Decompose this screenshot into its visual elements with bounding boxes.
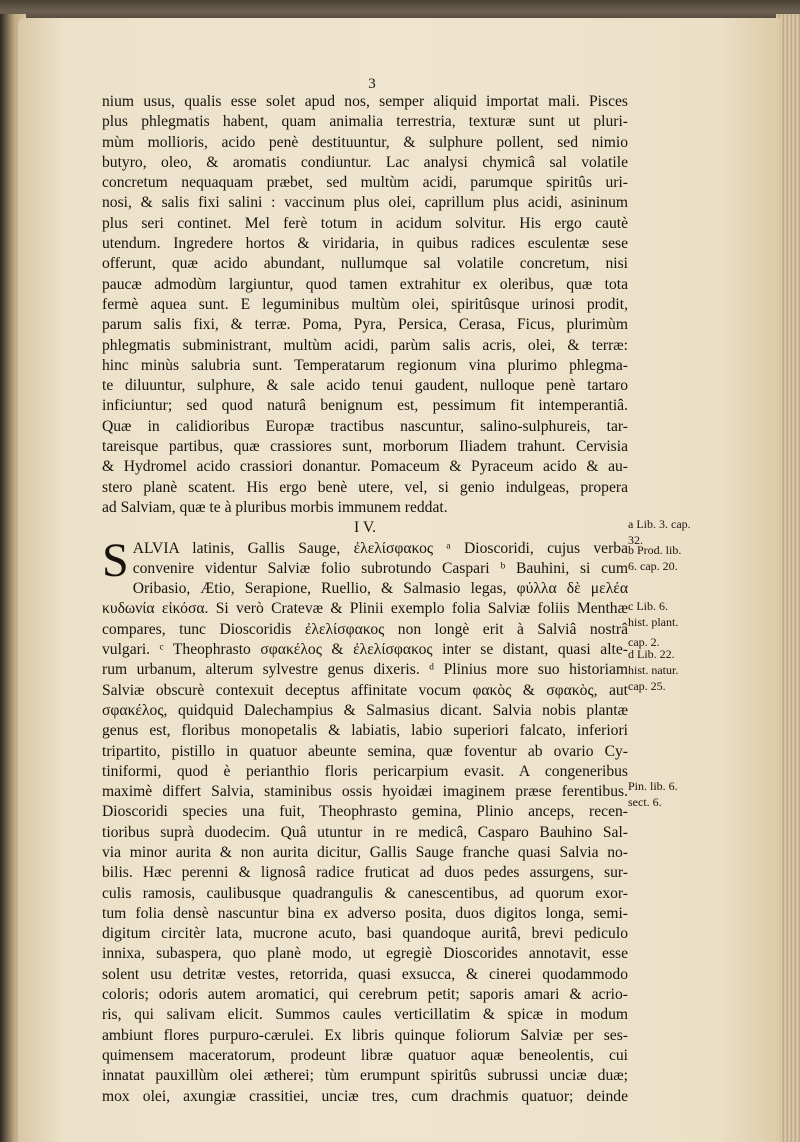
text-line: plus seri continet. Mel ferè totum in acidum solvitur. His ergo cautè bbox=[102, 214, 628, 232]
text-line: tiniformi, quod è perianthio floris pericarpium evasit. A congeneribus bbox=[102, 762, 628, 780]
margin-note: cap. 25. bbox=[628, 679, 666, 693]
text-line: convenire videntur Salviæ folio subrotundo Caspari ᵇ Bauhini, si cum bbox=[132, 559, 628, 577]
margin-note: cap. 2. bbox=[628, 635, 660, 649]
text-line: te diluuntur, sulphure, & sale acido tenui gaudent, nulloque penè tartaro bbox=[102, 377, 628, 395]
text-line: fermè aquea sunt. E leguminibus multùm olei, spiritûsque urinosi prodit, bbox=[102, 295, 628, 313]
text-line: ALVIA latinis, Gallis Sauge, ἐλελίσφακος ᵃ Dioscoridi, cujus verba bbox=[132, 539, 628, 557]
text-line: Quæ in calidioribus Europæ tractibus nascuntur, salino-sulphureis, tar- bbox=[102, 417, 628, 435]
text-line: solent usu detritæ vestes, retorrida, quasi exsucca, & cinerei quodammodo bbox=[102, 965, 628, 983]
text-line: plus phlegmatis habent, quam animalia terrestria, texturæ sunt ut pluri- bbox=[102, 113, 628, 131]
paragraph-salvia bbox=[102, 579, 628, 1107]
text-line: maximè differt Salvia, staminibus ossis hyoidæi imaginem præse ferentibus. bbox=[102, 783, 628, 801]
text-line: phlegmatis subministrant, multùm acidi, parùm salis acris, olei, & terræ: bbox=[102, 336, 628, 354]
text-line: ris, qui salivam elicit. Summos caules verticillatim & spicæ in modum bbox=[102, 1006, 628, 1024]
text-line: butyro, oleo, & aromatis condiuntur. Lac analysi chymicâ sal volatile bbox=[102, 153, 628, 171]
text-line: inficiuntur; sed quod naturâ benignum est, pessimum fit intemperantiâ. bbox=[102, 397, 628, 415]
text-line: offerunt, quæ acido abundant, nullumque sal volatile concretum, nisi bbox=[102, 255, 628, 273]
paragraph-diet bbox=[102, 92, 628, 518]
text-line: nium usus, qualis esse solet apud nos, semper aliquid importat mali. Pisces bbox=[102, 93, 628, 110]
text-line: stero planè scatent. His ergo benè utere, vel, si genio indulgeas, propera bbox=[102, 478, 628, 496]
text-line: Dioscoridi species una fuit, Theophrasto gemina, Plinio anceps, recen- bbox=[102, 803, 628, 821]
margin-note: a Lib. 3. cap. bbox=[628, 517, 691, 531]
text-line: compares, tunc Dioscoridis ἐλελίσφακος non longè erit à Salviâ nostrâ bbox=[102, 620, 628, 638]
text-line: tareisque partibus, quæ crassiores sunt, morborum Iliadem trahunt. Cervisia bbox=[102, 438, 628, 456]
section-heading: I V. bbox=[354, 519, 376, 537]
text-line: utendum. Ingredere hortos & viridaria, in quibus radices esculentæ sese bbox=[102, 235, 628, 253]
text-line: Oribasio, Ætio, Serapione, Ruellio, & Salmasio legas, φύλλα δὲ μελέα bbox=[132, 580, 628, 598]
text-line: parum salis fixi, & terræ. Poma, Pyra, Persica, Cerasa, Ficus, plurimùm bbox=[102, 316, 628, 334]
paragraph-salvia-opening bbox=[102, 533, 628, 587]
text-line: κυδωνία εἰκόσα. Si verò Cratevæ & Plinii exemplo folia Salviæ foliis Menthæ bbox=[102, 600, 628, 618]
text-line: via minor aurita & non aurita dicitur, Gallis Sauge franche quasi Salvia no- bbox=[102, 843, 628, 861]
margin-note: hist. natur. bbox=[628, 663, 679, 677]
text-line: Salviæ obscurè contexuit deceptus affinitate vocum φακὸς & σφακὸς, aut bbox=[102, 681, 628, 699]
margin-note: 6. cap. 20. bbox=[628, 559, 678, 573]
text-line: rum urbanum, alterum sylvestre genus dixeris. ᵈ Plinius more suo historiam bbox=[102, 661, 628, 679]
text-line: genus est, floribus monopetalis & labiatis, labio superiori falcato, inferiori bbox=[102, 722, 628, 740]
text-line: & Hydromel acido crassiori donantur. Pomaceum & Pyraceum acido & au- bbox=[102, 458, 628, 476]
text-line: mox olei, axungiæ crassitiei, unciæ tres, cum drachmis quatuor; deinde bbox=[102, 1087, 628, 1105]
margin-note: hist. plant. bbox=[628, 615, 679, 629]
margin-note: c Lib. 6. bbox=[628, 599, 668, 613]
text-line: tripartito, pistillo in quatuor abeunte semina, quæ foventur ab ovario Cy- bbox=[102, 742, 628, 760]
margin-note: 32. bbox=[628, 533, 643, 547]
margin-note: d Lib. 22. bbox=[628, 647, 675, 661]
text-line: mùm mollioris, acido penè destituuntur, & sulphure pollent, sed nimio bbox=[102, 133, 628, 151]
text-line: digitum circitèr lata, mucrone acuto, basi quandoque auritâ, brevi pediculo bbox=[102, 925, 628, 943]
drop-capital: S bbox=[102, 533, 129, 587]
margin-note: Pin. lib. 6. bbox=[628, 779, 678, 793]
text-line: culis ramosis, caulibusque quadrangulis & canescentibus, ad quorum exor- bbox=[102, 884, 628, 902]
page-body-text bbox=[102, 92, 628, 1107]
text-line: nosi, & salis fixi salini : vaccinum plus olei, caprillum plus acidi, asininum bbox=[102, 194, 628, 212]
text-line: innatat pauxillùm olei ætherei; tùm erumpunt spiritûs subrussi unciæ duæ; bbox=[102, 1067, 628, 1085]
text-line: σφακέλος, quidquid Dalechampius & Salmasius dicant. Salvia nobis plantæ bbox=[102, 701, 628, 719]
text-line: paucæ admodùm largiuntur, quod tamen extrahitur ex oleribus, quæ tota bbox=[102, 275, 628, 293]
page-number: 3 bbox=[368, 76, 376, 92]
text-line: hinc minùs salubria sunt. Temperatarum regionum vina plurimo phlegma- bbox=[102, 356, 628, 374]
text-line: vulgari. ᶜ Theophrasto σφακέλος & ἐλελίσφακος inter se distant, quasi alte- bbox=[102, 641, 628, 659]
text-line: coloris; odoris autem aromatici, qui cerebrum petit; saporis amari & acrio- bbox=[102, 986, 628, 1004]
margin-note: b Prod. lib. bbox=[628, 543, 682, 557]
text-line: bilis. Hæc perenni & lignosâ radice fruticat ad duos pedes assurgens, sur- bbox=[102, 864, 628, 882]
text-line: innixa, subaspera, quo planè modo, ut egregiè Dioscorides annotavit, esse bbox=[102, 945, 628, 963]
margin-note: sect. 6. bbox=[628, 795, 662, 809]
text-line: tum folia densè nascuntur bina ex adverso posita, duos digitos longa, semi- bbox=[102, 904, 628, 922]
text-line: quimensem maceratorum, prodeunt libræ quatuor aquæ beneolentis, cui bbox=[102, 1046, 628, 1064]
text-line: ad Salviam, quæ te à pluribus morbis immunem reddat. bbox=[102, 498, 448, 516]
text-line: tioribus suprà duodecim. Quâ utuntur in re medicâ, Casparo Bauhino Sal- bbox=[102, 823, 628, 841]
text-line: concretum nequaquam præbet, sed multùm acidi, parumque spiritûs uri- bbox=[102, 174, 628, 192]
text-line: ambiunt flores purpuro-cærulei. Ex libris quinque foliorum Salviæ per ses- bbox=[102, 1026, 628, 1044]
